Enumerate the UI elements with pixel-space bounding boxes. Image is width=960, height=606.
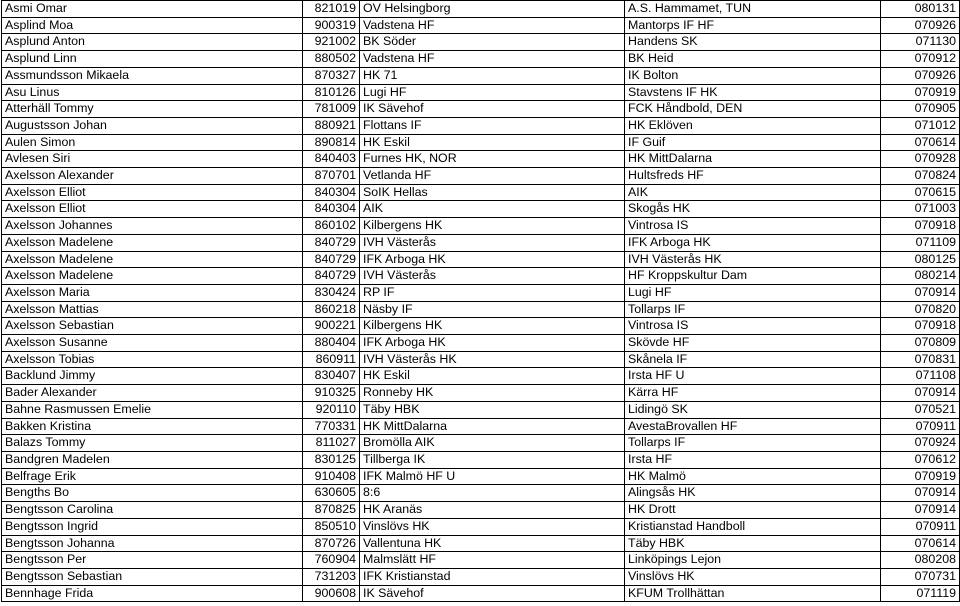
player-name-cell: Axelsson Johannes — [2, 218, 303, 235]
transfer-date-cell: 070914 — [881, 485, 960, 502]
birth-date-cell: 821019 — [303, 1, 360, 18]
to-club-cell: IF Guif — [625, 134, 881, 151]
to-club-cell: Linköpings Lejon — [625, 552, 881, 569]
to-club-cell: Irsta HF U — [625, 368, 881, 385]
table-row — [2, 67, 960, 84]
from-club-cell: IFK Malmö HF U — [360, 468, 625, 485]
table-row — [2, 535, 960, 552]
to-club-cell: HK Drott — [625, 502, 881, 519]
to-club-cell: Vintrosa IS — [625, 218, 881, 235]
transfer-date-cell: 070521 — [881, 401, 960, 418]
player-name-cell: Axelsson Elliot — [2, 184, 303, 201]
to-club-cell: AvestaBrovallen HF — [625, 418, 881, 435]
from-club-cell: Malmslätt HF — [360, 552, 625, 569]
transfer-date-cell: 070914 — [881, 385, 960, 402]
to-club-cell: Täby HBK — [625, 535, 881, 552]
from-club-cell: IFK Arboga HK — [360, 335, 625, 352]
from-club-cell: IVH Västerås HK — [360, 351, 625, 368]
player-name-cell: Axelsson Mattias — [2, 301, 303, 318]
birth-date-cell: 830407 — [303, 368, 360, 385]
from-club-cell: Bromölla AIK — [360, 435, 625, 452]
transfer-date-cell: 070912 — [881, 51, 960, 68]
transfer-date-cell: 070809 — [881, 335, 960, 352]
from-club-cell: Ronneby HK — [360, 385, 625, 402]
from-club-cell: OV Helsingborg — [360, 1, 625, 18]
table-row — [2, 401, 960, 418]
table-row — [2, 84, 960, 101]
table-row — [2, 552, 960, 569]
from-club-cell: Vinslövs HK — [360, 518, 625, 535]
to-club-cell: Tollarps IF — [625, 435, 881, 452]
player-name-cell: Balazs Tommy — [2, 435, 303, 452]
birth-date-cell: 830125 — [303, 451, 360, 468]
table-row — [2, 168, 960, 185]
birth-date-cell: 870726 — [303, 535, 360, 552]
transfer-date-cell: 070905 — [881, 101, 960, 118]
to-club-cell: HF Kroppskultur Dam — [625, 268, 881, 285]
table-row — [2, 385, 960, 402]
from-club-cell: IFK Arboga HK — [360, 251, 625, 268]
to-club-cell: Lugi HF — [625, 284, 881, 301]
birth-date-cell: 880404 — [303, 335, 360, 352]
from-club-cell: Näsby IF — [360, 301, 625, 318]
table-row — [2, 284, 960, 301]
table-row — [2, 184, 960, 201]
table-row — [2, 251, 960, 268]
table-row — [2, 585, 960, 602]
player-name-cell: Avlesen Siri — [2, 151, 303, 168]
from-club-cell: IK Sävehof — [360, 585, 625, 602]
transfer-date-cell: 080125 — [881, 251, 960, 268]
player-name-cell: Axelsson Alexander — [2, 168, 303, 185]
table-row — [2, 151, 960, 168]
to-club-cell: Kristianstad Handboll — [625, 518, 881, 535]
to-club-cell: Skogås HK — [625, 201, 881, 218]
transfer-date-cell: 071003 — [881, 201, 960, 218]
transfer-date-cell: 070918 — [881, 218, 960, 235]
transfer-date-cell: 070612 — [881, 451, 960, 468]
transfer-date-cell: 070911 — [881, 518, 960, 535]
transfer-date-cell: 071130 — [881, 34, 960, 51]
to-club-cell: BK Heid — [625, 51, 881, 68]
to-club-cell: Handens SK — [625, 34, 881, 51]
player-name-cell: Axelsson Susanne — [2, 335, 303, 352]
from-club-cell: Kilbergens HK — [360, 218, 625, 235]
player-name-cell: Bengtsson Johanna — [2, 535, 303, 552]
player-name-cell: Axelsson Madelene — [2, 251, 303, 268]
transfer-date-cell: 070914 — [881, 502, 960, 519]
from-club-cell: Täby HBK — [360, 401, 625, 418]
table-row — [2, 468, 960, 485]
birth-date-cell: 910408 — [303, 468, 360, 485]
table-row — [2, 101, 960, 118]
transfer-date-cell: 070911 — [881, 418, 960, 435]
birth-date-cell: 900608 — [303, 585, 360, 602]
from-club-cell: Flottans IF — [360, 117, 625, 134]
to-club-cell: HK MittDalarna — [625, 151, 881, 168]
from-club-cell: RP IF — [360, 284, 625, 301]
table-row — [2, 134, 960, 151]
birth-date-cell: 770331 — [303, 418, 360, 435]
transfer-date-cell: 070914 — [881, 284, 960, 301]
player-name-cell: Axelsson Sebastian — [2, 318, 303, 335]
from-club-cell: Kilbergens HK — [360, 318, 625, 335]
to-club-cell: A.S. Hammamet, TUN — [625, 1, 881, 18]
transfer-date-cell: 070926 — [881, 17, 960, 34]
player-name-cell: Bakken Kristina — [2, 418, 303, 435]
transfer-date-cell: 070824 — [881, 168, 960, 185]
birth-date-cell: 840403 — [303, 151, 360, 168]
birth-date-cell: 810126 — [303, 84, 360, 101]
birth-date-cell: 840729 — [303, 251, 360, 268]
birth-date-cell: 920110 — [303, 401, 360, 418]
from-club-cell: SoIK Hellas — [360, 184, 625, 201]
player-name-cell: Asplind Moa — [2, 17, 303, 34]
from-club-cell: BK Söder — [360, 34, 625, 51]
player-name-cell: Backlund Jimmy — [2, 368, 303, 385]
birth-date-cell: 840304 — [303, 201, 360, 218]
from-club-cell: IFK Kristianstad — [360, 568, 625, 585]
player-name-cell: Aulen Simon — [2, 134, 303, 151]
birth-date-cell: 890814 — [303, 134, 360, 151]
birth-date-cell: 910325 — [303, 385, 360, 402]
table-row — [2, 368, 960, 385]
birth-date-cell: 900319 — [303, 17, 360, 34]
to-club-cell: Mantorps IF HF — [625, 17, 881, 34]
to-club-cell: Vinslövs HK — [625, 568, 881, 585]
from-club-cell: HK Aranäs — [360, 502, 625, 519]
birth-date-cell: 630605 — [303, 485, 360, 502]
birth-date-cell: 870825 — [303, 502, 360, 519]
player-name-cell: Bengtsson Ingrid — [2, 518, 303, 535]
player-name-cell: Bader Alexander — [2, 385, 303, 402]
birth-date-cell: 921002 — [303, 34, 360, 51]
table-row — [2, 1, 960, 18]
player-name-cell: Bennhage Frida — [2, 585, 303, 602]
to-club-cell: Alingsås HK — [625, 485, 881, 502]
table-row — [2, 51, 960, 68]
from-club-cell: HK Eskil — [360, 134, 625, 151]
player-name-cell: Axelsson Madelene — [2, 234, 303, 251]
player-name-cell: Atterhäll Tommy — [2, 101, 303, 118]
table-row — [2, 268, 960, 285]
transfer-date-cell: 070820 — [881, 301, 960, 318]
birth-date-cell: 860911 — [303, 351, 360, 368]
transfer-date-cell: 070614 — [881, 134, 960, 151]
to-club-cell: HK Eklöven — [625, 117, 881, 134]
player-name-cell: Bengtsson Per — [2, 552, 303, 569]
from-club-cell: Vadstena HF — [360, 51, 625, 68]
birth-date-cell: 840304 — [303, 184, 360, 201]
birth-date-cell: 840729 — [303, 268, 360, 285]
from-club-cell: Furnes HK, NOR — [360, 151, 625, 168]
birth-date-cell: 760904 — [303, 552, 360, 569]
table-row — [2, 335, 960, 352]
player-name-cell: Bandgren Madelen — [2, 451, 303, 468]
birth-date-cell: 850510 — [303, 518, 360, 535]
player-name-cell: Axelsson Madelene — [2, 268, 303, 285]
player-name-cell: Axelsson Elliot — [2, 201, 303, 218]
table-row — [2, 301, 960, 318]
player-name-cell: Assmundsson Mikaela — [2, 67, 303, 84]
to-club-cell: Lidingö SK — [625, 401, 881, 418]
transfer-date-cell: 080208 — [881, 552, 960, 569]
transfer-date-cell: 070918 — [881, 318, 960, 335]
transfer-date-cell: 071119 — [881, 585, 960, 602]
to-club-cell: Skånela IF — [625, 351, 881, 368]
player-name-cell: Asplund Anton — [2, 34, 303, 51]
birth-date-cell: 860102 — [303, 218, 360, 235]
table-row — [2, 117, 960, 134]
transfer-date-cell: 071108 — [881, 368, 960, 385]
from-club-cell: 8:6 — [360, 485, 625, 502]
table-row — [2, 17, 960, 34]
player-name-cell: Bengths Bo — [2, 485, 303, 502]
birth-date-cell: 811027 — [303, 435, 360, 452]
to-club-cell: IK Bolton — [625, 67, 881, 84]
to-club-cell: FCK Håndbold, DEN — [625, 101, 881, 118]
transfer-date-cell: 071012 — [881, 117, 960, 134]
to-club-cell: Irsta HF — [625, 451, 881, 468]
player-transfer-table — [1, 0, 960, 602]
transfer-date-cell: 070919 — [881, 468, 960, 485]
transfer-date-cell: 071109 — [881, 234, 960, 251]
transfer-date-cell: 080214 — [881, 268, 960, 285]
birth-date-cell: 830424 — [303, 284, 360, 301]
player-name-cell: Bengtsson Sebastian — [2, 568, 303, 585]
transfer-date-cell: 070615 — [881, 184, 960, 201]
birth-date-cell: 840729 — [303, 234, 360, 251]
transfer-date-cell: 070614 — [881, 535, 960, 552]
player-name-cell: Bahne Rasmussen Emelie — [2, 401, 303, 418]
from-club-cell: IVH Västerås — [360, 234, 625, 251]
from-club-cell: IVH Västerås — [360, 268, 625, 285]
from-club-cell: Lugi HF — [360, 84, 625, 101]
player-name-cell: Belfrage Erik — [2, 468, 303, 485]
from-club-cell: IK Sävehof — [360, 101, 625, 118]
table-row — [2, 218, 960, 235]
from-club-cell: Vetlanda HF — [360, 168, 625, 185]
to-club-cell: Skövde HF — [625, 335, 881, 352]
transfer-date-cell: 070924 — [881, 435, 960, 452]
birth-date-cell: 880921 — [303, 117, 360, 134]
from-club-cell: HK Eskil — [360, 368, 625, 385]
table-row — [2, 34, 960, 51]
birth-date-cell: 880502 — [303, 51, 360, 68]
birth-date-cell: 860218 — [303, 301, 360, 318]
table-row — [2, 418, 960, 435]
to-club-cell: Tollarps IF — [625, 301, 881, 318]
transfer-date-cell: 070831 — [881, 351, 960, 368]
birth-date-cell: 900221 — [303, 318, 360, 335]
transfer-date-cell: 070926 — [881, 67, 960, 84]
birth-date-cell: 870327 — [303, 67, 360, 84]
table-row — [2, 568, 960, 585]
from-club-cell: AIK — [360, 201, 625, 218]
transfer-date-cell: 070928 — [881, 151, 960, 168]
player-name-cell: Augustsson Johan — [2, 117, 303, 134]
to-club-cell: Vintrosa IS — [625, 318, 881, 335]
table-row — [2, 318, 960, 335]
table-row — [2, 234, 960, 251]
birth-date-cell: 731203 — [303, 568, 360, 585]
from-club-cell: Vallentuna HK — [360, 535, 625, 552]
table-row — [2, 201, 960, 218]
transfer-date-cell: 070731 — [881, 568, 960, 585]
table-body — [2, 1, 960, 602]
table-row — [2, 351, 960, 368]
to-club-cell: KFUM Trollhättan — [625, 585, 881, 602]
player-name-cell: Asmi Omar — [2, 1, 303, 18]
to-club-cell: IVH Västerås HK — [625, 251, 881, 268]
player-name-cell: Asplund Linn — [2, 51, 303, 68]
to-club-cell: AIK — [625, 184, 881, 201]
birth-date-cell: 781009 — [303, 101, 360, 118]
table-row — [2, 435, 960, 452]
to-club-cell: HK Malmö — [625, 468, 881, 485]
to-club-cell: Stavstens IF HK — [625, 84, 881, 101]
transfer-date-cell: 070919 — [881, 84, 960, 101]
from-club-cell: Tillberga IK — [360, 451, 625, 468]
to-club-cell: Hultsfreds HF — [625, 168, 881, 185]
from-club-cell: HK MittDalarna — [360, 418, 625, 435]
transfer-date-cell: 080131 — [881, 1, 960, 18]
player-name-cell: Asu Linus — [2, 84, 303, 101]
to-club-cell: IFK Arboga HK — [625, 234, 881, 251]
table-row — [2, 518, 960, 535]
player-name-cell: Bengtsson Carolina — [2, 502, 303, 519]
from-club-cell: Vadstena HF — [360, 17, 625, 34]
table-row — [2, 451, 960, 468]
player-name-cell: Axelsson Maria — [2, 284, 303, 301]
birth-date-cell: 870701 — [303, 168, 360, 185]
from-club-cell: HK 71 — [360, 67, 625, 84]
player-name-cell: Axelsson Tobias — [2, 351, 303, 368]
to-club-cell: Kärra HF — [625, 385, 881, 402]
table-row — [2, 502, 960, 519]
table-row — [2, 485, 960, 502]
